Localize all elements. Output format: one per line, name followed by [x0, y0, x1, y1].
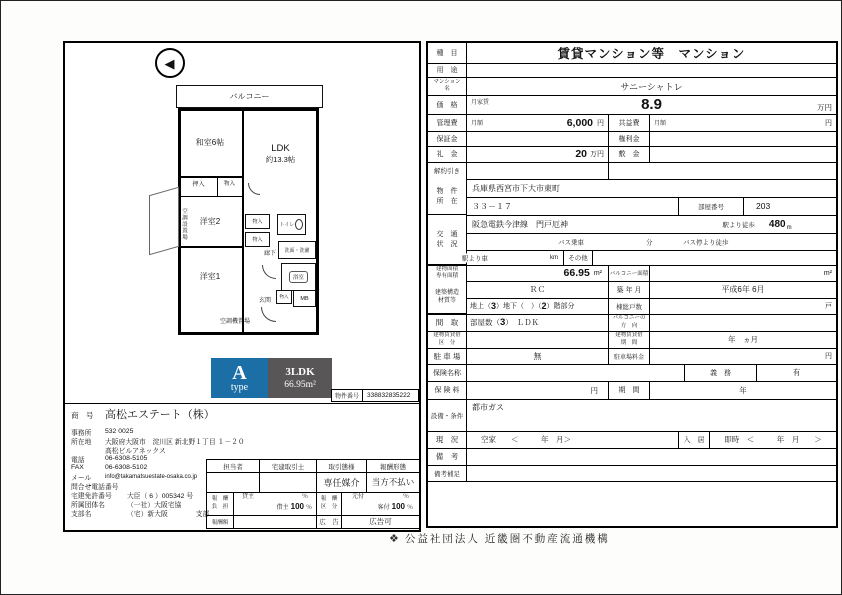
row-kaiyaku	[428, 162, 836, 180]
room-monoire-c	[245, 232, 270, 247]
parking-fee-unit: 円	[825, 353, 832, 360]
broker-header-staff: 担当者	[207, 460, 260, 472]
broker-deal-type-value: 専任媒介	[317, 472, 367, 492]
row-traffic-line	[428, 215, 836, 234]
org-logo-icon: ❖	[389, 533, 399, 545]
insurance-duty-value: 有	[756, 364, 836, 381]
label-line: バルコニーの	[612, 315, 646, 322]
balcony-area-label: バルコニー面積	[608, 265, 650, 281]
room-label: 洋室2	[199, 217, 221, 226]
agency-line-value: （一社）大阪宅協	[127, 502, 182, 510]
insurance-fee-label: 保 険 料	[428, 381, 467, 399]
room-yoshitsu1	[178, 271, 242, 282]
lessee-value: 100	[290, 502, 304, 511]
room-label: LDK	[271, 143, 290, 154]
name-value: サニーシャトレ	[620, 81, 683, 92]
row-floors	[428, 298, 836, 315]
kanri-value-cell	[467, 114, 608, 131]
label-line: 区 分	[438, 339, 456, 346]
property-number-value: 338832835222	[367, 392, 411, 399]
label-line: 期 間	[620, 339, 638, 346]
shiki-value	[650, 146, 836, 162]
insurance-term-label: 期 間	[608, 381, 650, 399]
insurance-duty-label: 義 務	[684, 364, 756, 381]
name-label	[428, 77, 467, 95]
room-label: 廊下	[263, 251, 276, 257]
built-value: 平成6年 6月	[721, 285, 765, 294]
move-in-value: 即時 ＜ 年 月 ＞	[724, 435, 822, 444]
row-note2	[428, 465, 836, 482]
lease-term-label	[608, 331, 650, 348]
agency-line-label: メール	[71, 475, 92, 483]
floors-text: 地上（	[470, 303, 491, 310]
badge-area: 66.95m²	[284, 380, 316, 390]
type-badge-left	[211, 358, 268, 398]
kaiyaku-label: 解約引き	[428, 162, 467, 179]
floors-cell	[467, 298, 608, 314]
agency-line-value: info@takamatsuestate-osaka.co.jp	[105, 474, 198, 481]
footer-org-name: 公益社団法人 近畿圏不動産流通機構	[404, 533, 610, 545]
madori-cell	[467, 314, 608, 331]
kyoeki-value-cell	[650, 114, 836, 131]
row-category	[428, 43, 836, 64]
row-name	[428, 77, 836, 96]
room-monoire-d	[276, 290, 292, 304]
station-value: 阪急電鉄今津線 門戸厄神	[472, 219, 568, 229]
ac-space-bottom	[205, 316, 265, 325]
parking-fee-label: 駐車場料金	[608, 348, 650, 364]
status-label: 現 況	[428, 431, 467, 448]
type-word: type	[230, 382, 249, 393]
hosho-value	[467, 131, 608, 146]
walk-unit: m	[786, 225, 792, 231]
broker-burden-values	[234, 492, 317, 515]
structure-label	[428, 281, 467, 314]
agency-line-value: 06-6308-5102	[105, 464, 148, 472]
ac-space-label: 空調機置場	[219, 319, 250, 325]
agency-line-label: 問合せ電話番号	[71, 484, 119, 492]
kaiyaku-value	[467, 162, 608, 179]
room-label: 押入	[192, 182, 205, 188]
insurance-name-label: 保険名称	[428, 364, 467, 381]
broker-ad-value: 広告可	[369, 517, 392, 526]
lessee-label: 借主	[276, 505, 289, 511]
listing-side-label: 元付	[352, 494, 365, 501]
label-line: 報 酬	[320, 496, 338, 503]
broker-header-deal-type: 取引態様	[317, 460, 367, 472]
agency-line-address	[71, 436, 281, 445]
label-line: 区 分	[320, 503, 338, 510]
floors-text: ）階部分	[546, 303, 575, 310]
room-mb	[293, 290, 316, 307]
property-number-label: 物件番号	[332, 390, 363, 401]
footer	[389, 531, 610, 546]
balcony-label: バルコニー	[229, 92, 270, 101]
insurance-term-value: 年	[739, 385, 747, 395]
madori-label: 間 取	[428, 314, 467, 331]
note2-label: 備考補足	[428, 465, 467, 481]
kanri-sub-label: 月額	[471, 121, 484, 127]
shiki-label: 敷 金	[608, 146, 650, 162]
note-value	[467, 448, 836, 465]
broker-agent-value	[260, 472, 317, 492]
agency-line-label: FAX	[71, 464, 84, 472]
madori-text: ） ＬＤＫ	[505, 318, 540, 327]
agency-name: 高松エステート（株）	[105, 409, 215, 421]
bus-min-label: 分	[646, 239, 653, 246]
room-label: 物入	[223, 181, 235, 187]
label-line: 負 担	[211, 503, 229, 510]
agency-line-value: 06-6308-5105	[105, 455, 148, 463]
lease-kubun-value	[467, 331, 608, 348]
customer-value: 100	[391, 502, 405, 511]
price-sub-label: 月家賃	[471, 100, 490, 106]
broker-fee-amount-value	[234, 515, 317, 528]
row-traffic-car	[428, 250, 836, 266]
kanri-value: 6,000	[566, 116, 593, 129]
madori-rooms-value: 3	[500, 317, 506, 328]
percent-sign: ％	[301, 494, 308, 501]
room-number-value: 203	[756, 201, 771, 211]
room-label: 洗面・洗濯	[284, 247, 310, 254]
parking-label: 駐 車 場	[428, 348, 467, 364]
floors-above-value: 3	[491, 301, 497, 311]
ac-space-label: 空調設置場	[181, 208, 187, 241]
listing-table	[426, 41, 838, 528]
room-label: MB	[300, 295, 309, 302]
agency-line-label: 電話	[71, 456, 85, 464]
row-facilities	[428, 399, 836, 432]
agency-line-value: 大阪府大阪市 淀川区 新北野１丁目 １－２０	[105, 438, 245, 446]
ac-space-left-outline	[149, 187, 179, 256]
row-price	[428, 95, 836, 115]
row-insurance-fee	[428, 381, 836, 400]
room-washitsu	[178, 137, 242, 148]
broker-table	[206, 459, 420, 529]
insurance-name-value	[467, 364, 684, 381]
room-ldk	[244, 143, 317, 165]
hosho-label: 保証金	[428, 131, 467, 146]
kenri-value	[650, 131, 836, 146]
left-panel	[63, 41, 421, 532]
other-label: その他	[563, 250, 593, 265]
room-label: トイレ	[279, 222, 295, 228]
row-location2	[428, 197, 836, 216]
room-monoire-a	[217, 179, 242, 187]
agency-line-label: 所在地	[71, 438, 92, 446]
divider	[65, 403, 419, 404]
location-value2: ３３－１７	[472, 201, 512, 211]
rei-value-cell	[467, 146, 608, 162]
facilities-label: 設備・条件	[428, 399, 467, 431]
room-label: 物入	[279, 294, 289, 299]
row-parking	[428, 348, 836, 365]
room-label: 洋室1	[199, 272, 221, 281]
floors-text: ）地下（ ）（	[496, 303, 542, 310]
row-usage	[428, 63, 836, 78]
room-label: 物入	[252, 219, 263, 225]
property-number-box	[331, 389, 419, 402]
broker-fee-amount-label: 報酬額	[207, 515, 234, 528]
row-location1	[428, 179, 836, 198]
wall	[180, 196, 242, 197]
agency-line-label: 宅建免許番号	[71, 493, 112, 501]
label-line: 材質等	[437, 298, 456, 304]
percent-sign: ％	[406, 505, 413, 511]
location-label	[428, 179, 467, 215]
note-label: 備 考	[428, 448, 467, 465]
status-value: 空家 ＜ 年 月＞	[481, 435, 571, 444]
room-oshiire	[180, 179, 217, 188]
ac-space-left	[180, 208, 188, 241]
row-rei-shiki	[428, 146, 836, 163]
room-label: 和室6帖	[195, 138, 225, 147]
move-in-label: 入 居	[678, 431, 710, 448]
label-line: 建築構造	[434, 289, 459, 296]
row-madori	[428, 314, 836, 332]
room-toilet	[277, 214, 306, 235]
kanri-label: 管理費	[428, 114, 467, 131]
label-line: 交 通	[436, 231, 458, 239]
row-insurance-name	[428, 364, 836, 382]
walk-label: 駅より徒歩	[722, 221, 755, 229]
broker-header-agent: 宅建取引士	[260, 460, 317, 472]
type-letter: A	[232, 362, 247, 384]
price-cell	[467, 95, 836, 114]
percent-sign: ％	[402, 494, 409, 501]
row-status	[428, 431, 836, 449]
category-label: 種 目	[428, 43, 467, 63]
agency-line-label: 事務所	[71, 429, 92, 437]
units-unit: 戸	[825, 303, 832, 310]
kyoeki-sub-label: 月額	[654, 121, 667, 127]
row-kanri-kyoeki	[428, 114, 836, 132]
rei-value: 20	[575, 148, 587, 160]
usage-value	[467, 63, 836, 77]
lease-term-value: 年 ヵ月	[728, 335, 758, 344]
agency-name-label: 商 号	[71, 411, 94, 420]
area-unit: m²	[593, 269, 602, 277]
toilet-icon	[295, 219, 303, 230]
label-line: 報 酬	[211, 496, 229, 503]
kanri-unit: 円	[597, 119, 604, 127]
note2-value	[467, 465, 836, 481]
label-line: 物 件	[436, 188, 458, 196]
price-value: 8.9	[641, 96, 662, 113]
room-label: 浴室	[289, 271, 308, 283]
north-arrow-glyph: ◀	[164, 55, 175, 71]
split-listing-line	[342, 494, 419, 502]
facilities-value: 都市ガス	[472, 403, 504, 412]
units-label: 棟総戸数	[608, 298, 650, 314]
label-line: 所 在	[436, 197, 458, 205]
broker-burden-label	[207, 492, 234, 515]
badge-layout: 3LDK	[285, 365, 315, 378]
structure-value: ＲＣ	[529, 285, 546, 294]
room-label: 物入	[252, 237, 263, 243]
floor-number-value: 2	[541, 301, 547, 311]
built-label: 築 年 月	[608, 281, 650, 298]
agency-line-value: （宅）新大阪	[127, 511, 168, 519]
row-area	[428, 265, 836, 282]
row-traffic-bus	[428, 233, 836, 251]
type-badge-right	[268, 358, 332, 398]
car-label: 駅より車	[462, 255, 488, 262]
lessor-label: 貸主	[242, 494, 255, 501]
room-size-label: 約13.3帖	[265, 155, 296, 165]
kaiyaku-value2	[608, 162, 836, 179]
usage-label: 用 途	[428, 63, 467, 77]
broker-split-label	[317, 492, 342, 515]
agency-line-value: 532 0025	[105, 428, 134, 436]
parking-value: 無	[533, 351, 542, 361]
agency-line-label: 支部名	[71, 511, 92, 519]
lease-kubun-label	[428, 331, 467, 348]
broker-ad-label: 広 告	[317, 515, 342, 528]
label-line: 建物賃貸借	[615, 332, 643, 339]
room-monoire-b	[245, 214, 270, 229]
rei-label: 礼 金	[428, 146, 467, 162]
label-line: 建物面積	[435, 265, 458, 272]
broker-staff-value	[207, 472, 260, 492]
room-number-label: 部屋番号	[678, 197, 744, 215]
balcony-direction-label	[608, 314, 650, 331]
broker-burden-row	[207, 492, 419, 516]
walk-value: 480	[768, 218, 786, 230]
agency-branch-suffix: 支部	[195, 511, 210, 519]
wall	[180, 246, 242, 248]
bus-ride-label: バス乗車	[558, 239, 584, 246]
label-line: 名	[444, 86, 450, 92]
label-line: 状 況	[436, 240, 458, 248]
row-lease	[428, 331, 836, 349]
customer-side-label: 客付	[377, 505, 390, 511]
room-washroom	[278, 241, 316, 259]
north-arrow-icon	[155, 48, 185, 78]
category-value: 賃貸マンション等 マンション	[557, 47, 746, 61]
room-bathroom	[281, 263, 316, 291]
label-line: 建物賃貸借	[433, 332, 461, 339]
kyoeki-unit: 円	[825, 119, 832, 127]
row-extra-space	[428, 481, 836, 526]
area-value: 66.95	[563, 267, 590, 279]
area-label	[428, 265, 467, 281]
label-line: マンション	[433, 78, 461, 85]
area-value-cell	[467, 265, 608, 281]
burden-lessor-line	[234, 494, 316, 502]
room-label: 玄関	[258, 298, 271, 304]
price-unit: 万円	[817, 103, 832, 112]
kyoeki-label: 共益費	[608, 114, 650, 131]
row-note	[428, 448, 836, 466]
floorplan-balcony	[176, 85, 323, 108]
balcony-direction-value	[650, 314, 836, 331]
car-unit: km	[550, 254, 558, 261]
broker-fee-type-value: 当方不払い	[371, 477, 415, 487]
location-value: 兵庫県西宮市下大市東町	[472, 183, 560, 193]
broker-fee-row	[207, 515, 419, 528]
percent-sign: ％	[305, 505, 312, 511]
split-customer-line	[342, 502, 419, 513]
broker-split-values	[342, 492, 419, 515]
price-label: 価 格	[428, 95, 467, 114]
rei-unit: 万円	[590, 151, 604, 158]
label-line: 方 向	[620, 322, 638, 329]
agency-line-value: 大臣（ 6 ）005342 号	[127, 493, 194, 501]
label-line: 専有面積	[435, 273, 458, 279]
burden-lessee-line	[234, 502, 316, 513]
kenri-label: 権利金	[608, 131, 650, 146]
wall	[180, 176, 242, 178]
insurance-fee-unit: 円	[590, 385, 598, 395]
agency-line-label: 所属団体名	[71, 502, 105, 510]
row-hosho-kenri	[428, 131, 836, 147]
row-structure	[428, 281, 836, 299]
madori-text: 部屋数（	[470, 318, 500, 327]
agency-line-value: 高松ビルアネックス	[105, 447, 166, 455]
walk-cell	[678, 215, 836, 233]
broker-header-fee-type: 報酬形態	[380, 463, 406, 471]
balcony-area-unit: m²	[823, 269, 832, 277]
broker-value-row	[207, 472, 419, 493]
bus-walk-label: バス停より徒歩	[683, 239, 729, 246]
room-entrance	[253, 295, 277, 304]
